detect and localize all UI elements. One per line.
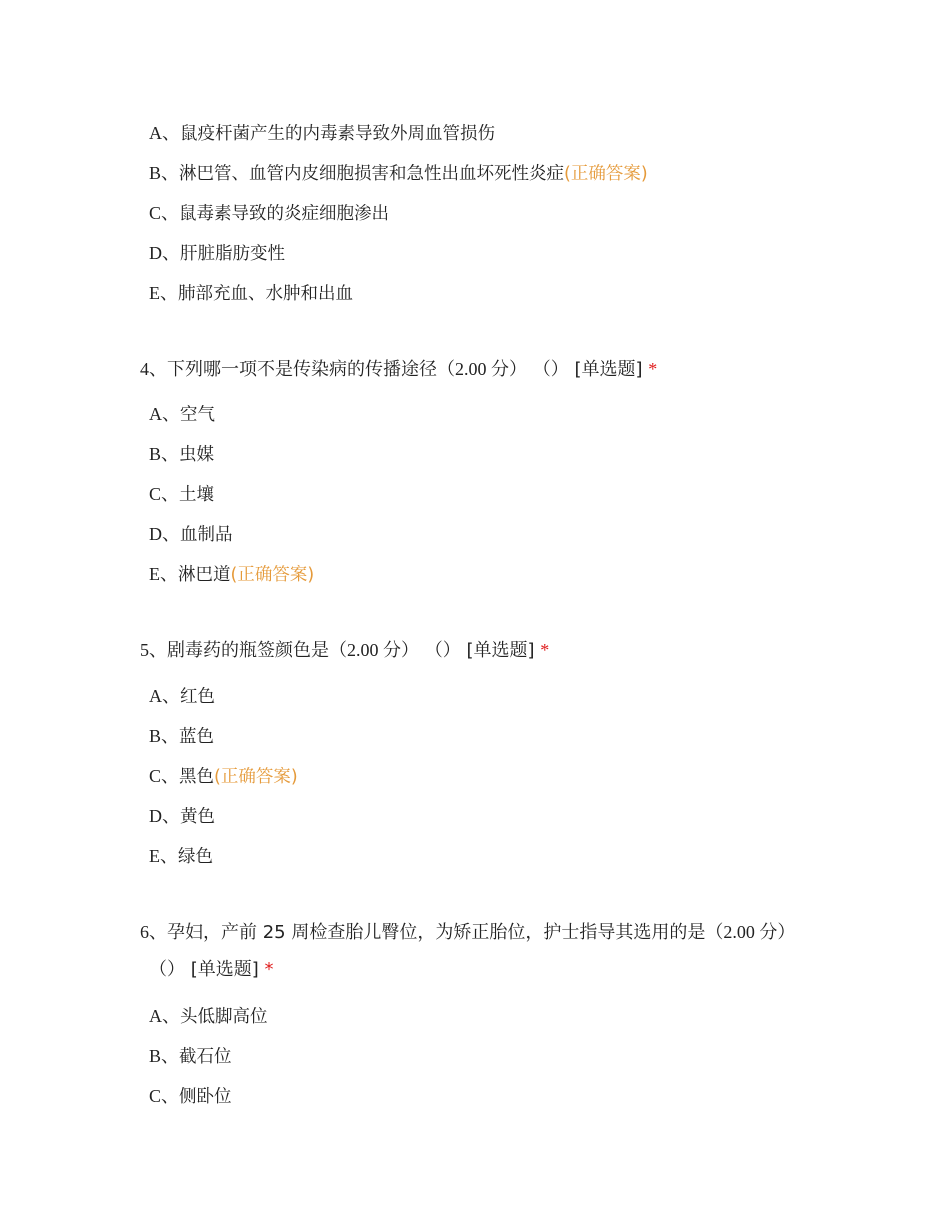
- option-text: 头低脚高位: [180, 1007, 268, 1027]
- question-score: （2.00 分）: [329, 640, 419, 660]
- option-text: 鼠毒素导致的炎症细胞渗出: [179, 204, 390, 224]
- question-type: [单选题]: [190, 959, 259, 980]
- option-row: [149, 121, 495, 146]
- option-text: 肝脏脂肪变性: [180, 244, 285, 264]
- option-letter: E、: [149, 846, 178, 866]
- option-letter: A、: [149, 123, 180, 143]
- option-text: 血制品: [180, 525, 233, 545]
- option-letter: A、: [149, 404, 180, 424]
- option-text: 鼠疫杆菌产生的内毒素导致外周血管损伤: [180, 124, 495, 144]
- option-text: 蓝色: [179, 727, 215, 747]
- option-row: [149, 402, 215, 427]
- option-letter: B、: [149, 726, 180, 746]
- option-text: 土壤: [179, 485, 215, 505]
- option-text: 红色: [180, 687, 215, 707]
- question-number: 5、: [140, 640, 167, 660]
- option-row: [149, 684, 215, 709]
- question-blank: （）: [149, 959, 185, 980]
- option-letter: C、: [149, 203, 180, 223]
- option-row: [149, 201, 389, 226]
- required-star: *: [264, 959, 274, 980]
- question-type: [单选题]: [466, 640, 535, 661]
- option-row: [149, 724, 214, 749]
- question-score: （2.00 分）: [705, 922, 796, 942]
- option-letter: A、: [149, 686, 180, 706]
- option-row: [149, 281, 353, 306]
- question-stem: 下列哪一项不是传染病的传播途径: [167, 359, 437, 380]
- option-text: 黑色: [179, 767, 215, 787]
- option-text: 淋巴道: [178, 565, 231, 585]
- option-text: 淋巴管、血管内皮细胞损害和急性出血坏死性炎症: [179, 164, 565, 184]
- option-text: 黄色: [180, 807, 215, 827]
- option-text: 肺部充血、水肿和出血: [178, 284, 353, 304]
- option-letter: B、: [149, 163, 180, 183]
- option-letter: B、: [149, 1046, 180, 1066]
- option-text: 虫媒: [179, 445, 215, 465]
- question-type: [单选题]: [574, 359, 643, 380]
- option-row: [149, 1004, 268, 1029]
- question-blank: （）: [424, 640, 461, 660]
- option-row: [149, 241, 285, 266]
- question-number: 4、: [140, 359, 167, 379]
- option-text: 绿色: [178, 847, 213, 867]
- required-star: *: [648, 359, 658, 379]
- option-row: [149, 161, 648, 186]
- question-title: [140, 357, 657, 382]
- question-stem: 孕妇，产前 25 周检查胎儿臀位，为矫正胎位，护士指导其选用的是: [167, 922, 706, 943]
- question-blank: （）: [532, 359, 569, 379]
- correct-answer-mark: (正确答案): [564, 164, 648, 184]
- option-row: [149, 1084, 232, 1109]
- correct-answer-mark: (正确答案): [230, 565, 315, 585]
- option-row: [149, 764, 298, 789]
- option-row: [149, 1044, 232, 1069]
- option-letter: D、: [149, 243, 180, 263]
- option-row: [149, 442, 214, 467]
- correct-answer-mark: (正确答案): [214, 767, 298, 787]
- option-text: 截石位: [179, 1047, 232, 1067]
- question-title: [140, 638, 549, 663]
- option-row: [149, 804, 215, 829]
- option-letter: D、: [149, 806, 180, 826]
- option-text: 空气: [180, 405, 215, 425]
- option-letter: C、: [149, 484, 180, 504]
- required-star: *: [540, 640, 550, 660]
- option-letter: A、: [149, 1006, 180, 1026]
- question-score: （2.00 分）: [437, 359, 527, 379]
- option-letter: C、: [149, 766, 180, 786]
- option-row: [149, 522, 233, 547]
- option-letter: B、: [149, 444, 180, 464]
- question-title-continued: [149, 958, 274, 982]
- option-row: [149, 844, 213, 869]
- option-letter: D、: [149, 524, 180, 544]
- option-text: 侧卧位: [179, 1087, 232, 1107]
- option-letter: E、: [149, 564, 178, 584]
- option-row: [149, 562, 314, 587]
- option-letter: E、: [149, 283, 178, 303]
- option-row: [149, 482, 214, 507]
- question-stem: 剧毒药的瓶签颜色是: [167, 640, 329, 661]
- question-title: [140, 920, 795, 945]
- option-letter: C、: [149, 1086, 180, 1106]
- question-number: 6、: [140, 922, 167, 942]
